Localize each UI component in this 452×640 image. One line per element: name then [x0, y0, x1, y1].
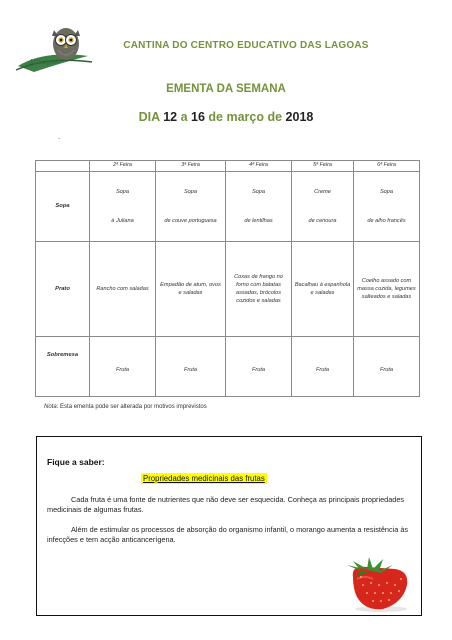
cell-bottom: à Juliana: [111, 218, 134, 225]
day-header: 3ª Feira: [156, 161, 226, 172]
menu-cell: [292, 172, 354, 242]
note-text: : Esta ementa pode ser alterada por motivos imprevistos: [56, 404, 207, 410]
menu-cell: [354, 172, 420, 242]
cell-top: Creme: [314, 188, 331, 195]
date-prefix: DIA: [138, 110, 160, 124]
date-year: 2018: [285, 110, 314, 124]
date-month: de março de: [208, 110, 283, 124]
stray-mark: .: [58, 132, 61, 141]
day-header: 2ª Feira: [90, 161, 156, 172]
cell-top: Sopa: [251, 188, 266, 195]
info-heading: Fique a saber:: [47, 457, 105, 467]
menu-cell: Empadão de atum, ovos e saladas: [156, 242, 226, 337]
cell-bottom: de cenoura: [308, 218, 337, 225]
menu-cell: Fruta: [90, 337, 156, 397]
note-label: Nota: [44, 404, 57, 410]
date-end: 16: [191, 110, 205, 124]
menu-week-title: EMENTA DA SEMANA: [166, 83, 286, 95]
info-box: [36, 436, 422, 616]
menu-cell: Rancho com saladas: [90, 242, 156, 337]
table-header-row: [36, 161, 420, 172]
menu-date-range: [0, 110, 452, 124]
date-start: 12: [163, 110, 178, 124]
row-label-prato: Prato: [36, 242, 90, 337]
menu-cell: Bacalhau à espanhola e saladas: [292, 242, 354, 337]
owl-logo-icon: [14, 22, 94, 78]
row-label-sobremesa: Sobremesa: [36, 337, 90, 397]
day-header: 6ª Feira: [354, 161, 420, 172]
cell-top: Sopa: [183, 188, 198, 195]
menu-cell: Fruta: [156, 337, 226, 397]
cell-top: Sopa: [115, 188, 130, 195]
table-row-sopa: [36, 172, 420, 242]
table-row-prato: [36, 242, 420, 337]
date-connector: a: [180, 110, 188, 124]
info-highlight: Propriedades medicinais das frutas: [143, 474, 265, 483]
menu-cell: Coelho assado com massa cozida, legumes salteados e saladas: [354, 242, 420, 337]
menu-cell: [226, 172, 292, 242]
logo-text: ADLagoas: [29, 58, 59, 66]
table-corner-cell: [36, 161, 90, 172]
strawberry-icon: [343, 555, 413, 613]
cell-bottom: de lentilhas: [244, 218, 273, 225]
info-paragraph: Cada fruta é uma fonte de nutrientes que não deve ser esquecida. Conheça as principais propriedades medicinais de algumas frutas.: [47, 495, 405, 514]
menu-cell: Fruta: [354, 337, 420, 397]
menu-cell: [156, 172, 226, 242]
day-header: 4ª Feira: [226, 161, 292, 172]
info-paragraph: Além de estimular os processos de absorção do organismo infantil, o morango aumenta a resistência às infecções e tem acção anticancerígena.: [47, 525, 409, 544]
cell-bottom: de alho francês: [367, 218, 406, 225]
canteen-title: CANTINA DO CENTRO EDUCATIVO DAS LAGOAS: [123, 40, 369, 51]
row-label-sopa: Sopa: [36, 172, 90, 242]
cell-top: Sopa: [379, 188, 394, 195]
menu-cell: Coxas de frango no forno com batatas assadas, brócolos cozidos e saladas: [226, 242, 292, 337]
weekly-menu-table: [35, 160, 420, 397]
cell-bottom: de couve portuguesa: [164, 218, 217, 225]
day-header: 5ª Feira: [292, 161, 354, 172]
menu-cell: Fruta: [226, 337, 292, 397]
menu-cell: Fruta: [292, 337, 354, 397]
menu-note: [44, 404, 207, 410]
table-row-sobremesa: [36, 337, 420, 397]
menu-cell: [90, 172, 156, 242]
